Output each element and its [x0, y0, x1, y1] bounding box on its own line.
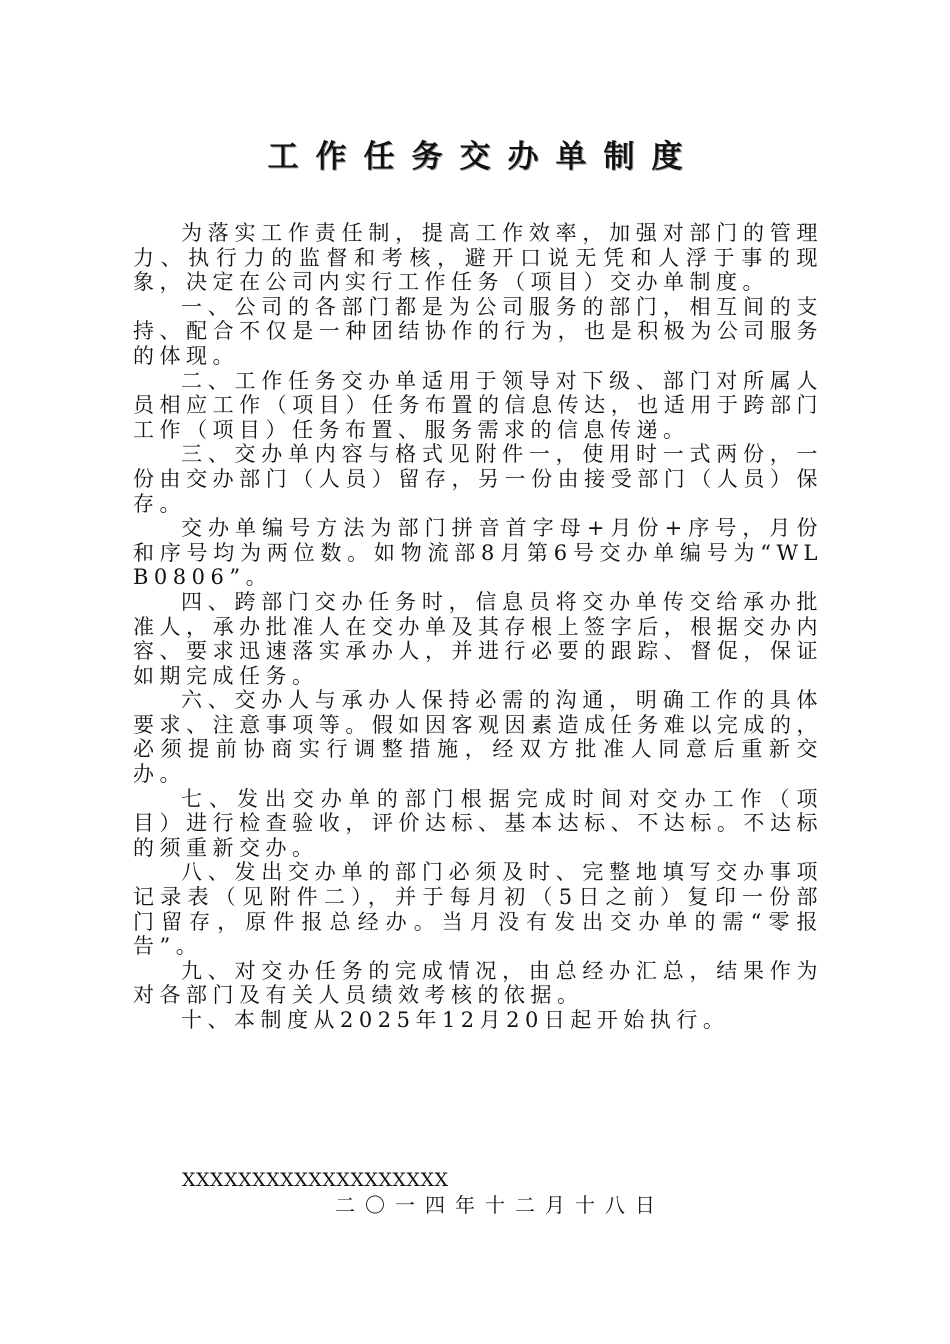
document-date: 二〇一四年十二月十八日 [335, 1193, 665, 1217]
paragraph-4: 四、跨部门交办任务时，信息员将交办单传交给承办批准人，承办批准人在交办单及其存根上签字后，根据交办内容、要求迅速落实承办人，并进行必要的跟踪、督促，保证如期完成任务。 [133, 589, 823, 688]
document-body [133, 221, 823, 1033]
signature-line: XXXXXXXXXXXXXXXXXXX [182, 1169, 449, 1191]
paragraph-8: 八、发出交办单的部门必须及时、完整地填写交办事项记录表（见附件二），并于每月初（5日之前）复印一份部门留存，原件报总经办。当月没有发出交办单的需“零报告”。 [133, 860, 823, 959]
document-title: 工作任务交办单制度 [267, 139, 700, 175]
paragraph-3: 三、交办单内容与格式见附件一，使用时一式两份，一份由交办部门（人员）留存，另一份由接受部门（人员）保存。 [133, 442, 823, 516]
paragraph-2: 二、工作任务交办单适用于领导对下级、部门对所属人员相应工作（项目）任务布置的信息传达，也适用于跨部门工作（项目）任务布置、服务需求的信息传递。 [133, 368, 823, 442]
paragraph-9: 九、对交办任务的完成情况，由总经办汇总，结果作为对各部门及有关人员绩效考核的依据。 [133, 958, 823, 1008]
paragraph-intro: 为落实工作责任制，提高工作效率，加强对部门的管理力、执行力的监督和考核，避开口说无凭和人浮于事的现象，决定在公司内实行工作任务（项目）交办单制度。 [133, 221, 823, 295]
paragraph-1: 一、公司的各部门都是为公司服务的部门，相互间的支持、配合不仅是一种团结协作的行为，也是积极为公司服务的体现。 [133, 294, 823, 368]
paragraph-10: 十、本制度从2025年12月20日起开始执行。 [181, 1008, 730, 1032]
paragraph-6: 六、交办人与承办人保持必需的沟通，明确工作的具体要求、注意事项等。假如因客观因素造成任务难以完成的，必须提前协商实行调整措施，经双方批准人同意后重新交办。 [133, 688, 823, 787]
paragraph-7: 七、发出交办单的部门根据完成时间对交办工作（项目）进行检查验收，评价达标、基本达标、不达标。不达标的须重新交办。 [133, 786, 823, 860]
paragraph-numbering-method: 交办单编号方法为部门拼音首字母+月份+序号，月份和序号均为两位数。如物流部8月第6号交办单编号为“WLB0806”。 [133, 516, 823, 590]
